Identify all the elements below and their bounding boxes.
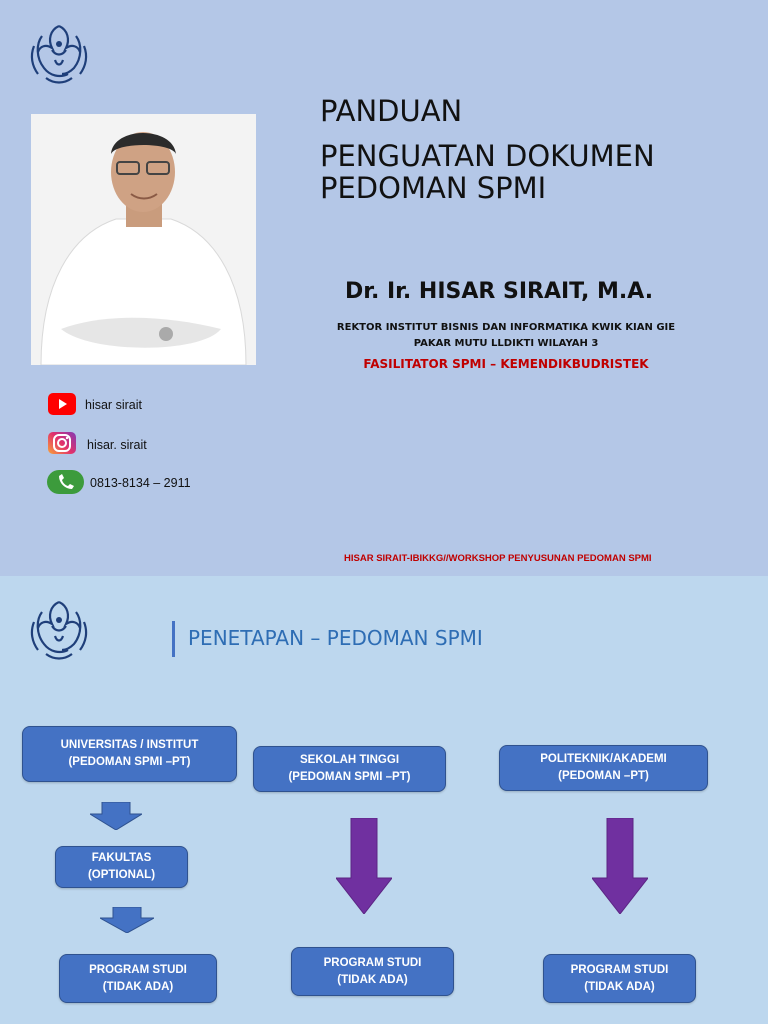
youtube-handle[interactable]: hisar sirait (85, 398, 142, 412)
slide2-title: PENETAPAN – PEDOMAN SPMI (188, 626, 483, 650)
box-politeknik-line2: (PEDOMAN –PT) (558, 770, 649, 782)
role-facilitator: FASILITATOR SPMI – KEMENDIKBUDRISTEK (363, 357, 649, 371)
title-line-3: PEDOMAN SPMI (320, 171, 547, 205)
title-line-2: PENGUATAN DOKUMEN (320, 139, 655, 173)
university-logo-icon (22, 16, 96, 90)
box-prodi-2 (291, 947, 454, 996)
instagram-icon[interactable] (48, 432, 76, 454)
box-universitas-line2: (PEDOMAN SPMI –PT) (68, 756, 191, 768)
box-sekolah-tinggi (253, 746, 446, 792)
title-line-1: PANDUAN (320, 94, 463, 128)
box-prodi-2-line1: PROGRAM STUDI (323, 956, 422, 969)
box-prodi-1 (59, 954, 217, 1003)
arrow-down-icon (592, 818, 648, 914)
box-prodi-1-line1: PROGRAM STUDI (89, 963, 187, 976)
box-fakultas-line2: (OPTIONAL) (87, 869, 156, 881)
box-universitas-line1: UNIVERSITAS / INSTITUT (60, 739, 199, 751)
role-lldikti: PAKAR MUTU LLDIKTI WILAYAH 3 (413, 338, 599, 349)
slide-footer: HISAR SIRAIT-IBIKKG//WORKSHOP PENYUSUNAN PEDOMAN SPMI (344, 553, 652, 564)
box-sekolah-tinggi-line1: SEKOLAH TINGGI (299, 754, 400, 766)
youtube-icon[interactable] (48, 393, 76, 415)
box-fakultas-line1: FAKULTAS (91, 852, 152, 864)
box-sekolah-tinggi-line2: (PEDOMAN SPMI –PT) (288, 771, 411, 783)
box-universitas (22, 726, 237, 782)
phone-icon (47, 470, 84, 494)
box-politeknik-line1: POLITEKNIK/AKADEMI (540, 753, 667, 765)
arrow-down-icon (90, 802, 142, 830)
box-prodi-3-line2: (TIDAK ADA) (584, 980, 655, 993)
author-photo (31, 114, 256, 365)
instagram-handle[interactable]: hisar. sirait (87, 438, 147, 452)
box-prodi-3-line1: PROGRAM STUDI (570, 963, 669, 976)
box-politeknik (499, 745, 708, 791)
role-rector: REKTOR INSTITUT BISNIS DAN INFORMATIKA KWIK KIAN GIE (336, 322, 676, 333)
box-fakultas (55, 846, 188, 888)
title-accent-bar (172, 621, 175, 657)
box-prodi-1-line2: (TIDAK ADA) (102, 980, 174, 993)
university-logo-icon (22, 592, 96, 666)
phone-number: 0813-8134 – 2911 (90, 476, 191, 490)
author-name: Dr. Ir. HISAR SIRAIT, M.A. (345, 279, 654, 304)
box-prodi-2-line2: (TIDAK ADA) (337, 973, 408, 986)
arrow-down-icon (336, 818, 392, 914)
box-prodi-3 (543, 954, 696, 1003)
arrow-down-icon (100, 907, 154, 933)
